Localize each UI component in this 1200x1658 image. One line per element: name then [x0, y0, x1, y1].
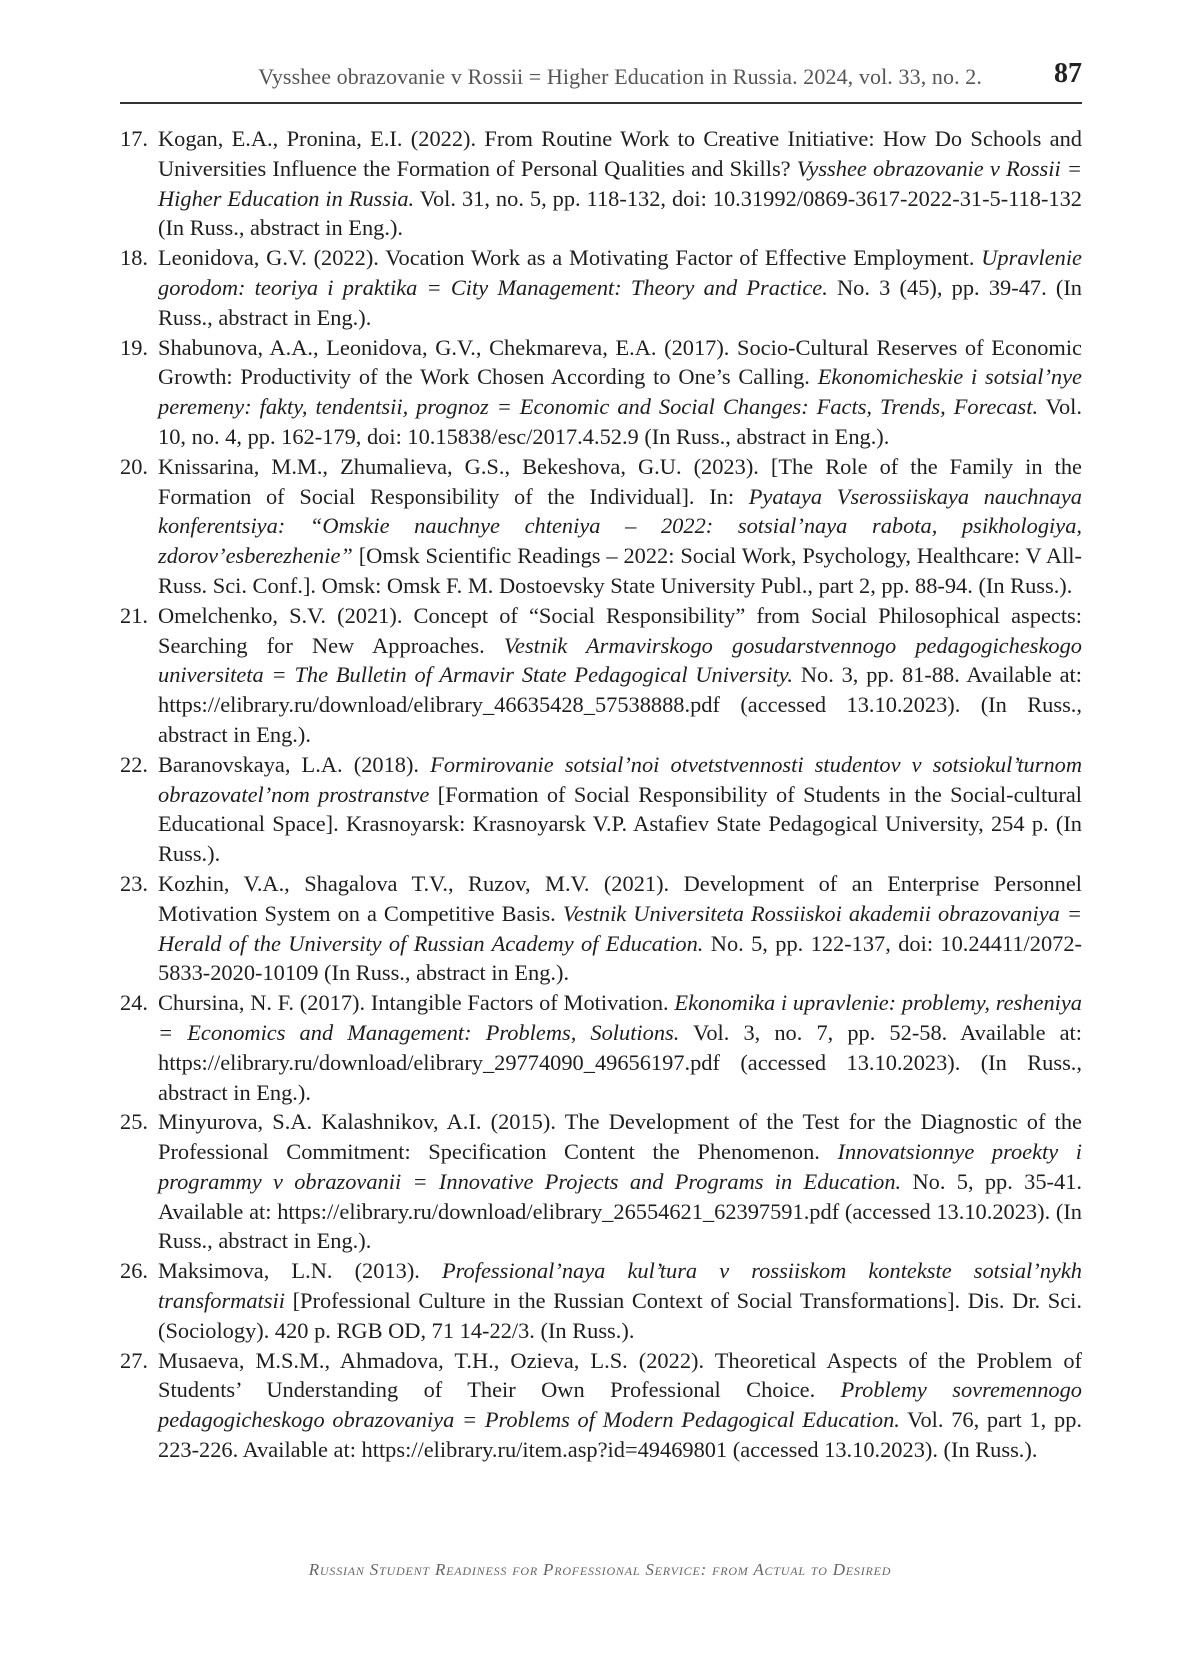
reference-source: Innovatsionnye proekty i programmy v obrazovanii = Innovative Projects and Programs in Education.	[158, 1139, 1082, 1194]
reference-details: [Omsk Scientific Readings – 2022: Social Work, Psychology, Healthcare: V All-Russ. Sci. Conf.]. Omsk: Omsk F. M. Dostoevsky State University Publ., part 2, pp. 88-94. (In Russ.).	[158, 543, 1082, 598]
reference-item	[120, 1107, 1082, 1256]
reference-details: [Formation of Social Responsibility of Students in the Social-cultural Educational Space]. Krasnoyarsk: Krasnoyarsk V.P. Astafiev State Pedagogical University, 254 p. (In Russ.).	[158, 781, 1082, 867]
reference-item	[120, 601, 1082, 750]
reference-authors-title: Omelchenko, S.V. (2021). Concept of “Social Responsibility” from Social Philosophical aspects: Searching for New Approaches.	[158, 602, 1082, 658]
reference-authors-title: Maksimova, L.N. (2013).	[158, 1258, 442, 1284]
reference-number: 21.	[120, 602, 148, 628]
reference-source: Ekonomicheskie i sotsial’nye peremeny: fakty, tendentsii, prognoz = Economic and Social Changes: Facts, Trends, Forecast.	[158, 364, 1082, 420]
reference-item	[120, 452, 1082, 601]
running-footer: Russian Student Readiness for Professional Service: from Actual to Desired	[308, 1560, 892, 1579]
reference-authors-title: Shabunova, A.A., Leonidova, G.V., Chekmareva, E.A. (2017). Socio-Cultural Reserves of Economic Growth: Productivity of the Work Chosen According to One’s Calling.	[158, 334, 1082, 390]
reference-source: Ekonomika i upravlenie: problemy, resheniya = Economics and Management: Problems, Solutions.	[158, 990, 1082, 1045]
reference-number: 25.	[120, 1109, 148, 1135]
reference-number: 20.	[120, 453, 148, 479]
reference-details: [Professional Culture in the Russian Context of Social Transformations]. Dis. Dr. Sci. (Sociology). 420 p. RGB OD, 71 14-22/3. (In Russ.).	[158, 1288, 1082, 1343]
reference-item	[120, 124, 1082, 243]
reference-item	[120, 869, 1082, 988]
reference-authors-title: Kogan, E.A., Pronina, E.I. (2022). From Routine Work to Creative Initiative: How Do Schools and Universities Influence the Formation of Personal Qualities and Skills?	[158, 126, 1082, 181]
reference-details: Vol. 76, part 1, pp. 223-226. Available at: https://elibrary.ru/item.asp?id=49469801 (accessed 13.10.2023). (In Russ.).	[158, 1407, 1082, 1463]
reference-authors-title: Baranovskaya, L.A. (2018).	[158, 751, 431, 777]
reference-source: Upravlenie gorodom: teoriya i praktika = City Management: Theory and Practice.	[158, 245, 1082, 300]
page-number: 87	[1054, 58, 1082, 89]
reference-source: Professional’naya kul’tura v rossiiskom kontekste sotsial’nykh transformatsii	[158, 1258, 1082, 1314]
reference-item	[120, 243, 1082, 332]
reference-number: 23.	[120, 870, 148, 896]
reference-details: No. 3 (45), pp. 39-47. (In Russ., abstract in Eng.).	[158, 274, 1082, 330]
reference-source: Vysshee obrazovanie v Rossii = Higher Education in Russia.	[158, 155, 1082, 211]
reference-number: 27.	[120, 1347, 148, 1373]
reference-authors-title: Knissarina, M.M., Zhumalieva, G.S., Bekeshova, G.U. (2023). [The Role of the Family in the Formation of Social Responsibility of the Individual]. In:	[158, 453, 1082, 509]
reference-details: No. 3, pp. 81-88. Available at: https://elibrary.ru/download/elibrary_46635428_57538888.pdf (accessed 13.10.2023). (In Russ., abstract in Eng.).	[158, 662, 1082, 747]
page-header	[120, 56, 1082, 104]
reference-authors-title: Leonidova, G.V. (2022). Vocation Work as a Motivating Factor of Effective Employment.	[158, 245, 982, 271]
reference-number: 17.	[120, 126, 148, 151]
reference-details: Vol. 3, no. 7, pp. 52-58. Available at: https://elibrary.ru/download/elibrary_29774090_49656197.pdf (accessed 13.10.2023). (In Russ., abstract in Eng.).	[158, 1019, 1082, 1105]
reference-item	[120, 750, 1082, 869]
reference-source: Vestnik Universiteta Rossiiskoi akademii obrazovaniya = Herald of the University of Russian Academy of Education.	[158, 900, 1082, 956]
reference-authors-title: Chursina, N. F. (2017). Intangible Factors of Motivation.	[158, 990, 675, 1016]
reference-details: No. 5, pp. 122-137, doi: 10.24411/2072-5833-2020-10109 (In Russ., abstract in Eng.).	[158, 930, 1083, 986]
reference-number: 26.	[120, 1258, 148, 1284]
reference-item	[120, 1256, 1082, 1345]
reference-details: Vol. 10, no. 4, pp. 162-179, doi: 10.15838/esc/2017.4.52.9 (In Russ., abstract in Eng.).	[158, 394, 1082, 449]
reference-source: Problemy sovremennogo pedagogicheskogo obrazovaniya = Problems of Modern Pedagogical Education.	[158, 1377, 1082, 1433]
reference-number: 22.	[120, 751, 148, 777]
reference-details: No. 5, pp. 35-41. Available at: https://elibrary.ru/download/elibrary_26554621_62397591.pdf (accessed 13.10.2023). (In Russ., abstract in Eng.).	[158, 1168, 1082, 1254]
reference-details: Vol. 31, no. 5, pp. 118-132, doi: 10.31992/0869-3617-2022-31-5-118-132 (In Russ., abstract in Eng.).	[158, 185, 1082, 241]
journal-title: Vysshee obrazovanie v Rossii = Higher Education in Russia. 2024, vol. 33, no. 2.	[258, 64, 982, 89]
reference-source: Vestnik Armavirskogo gosudarstvennogo pedagogicheskogo universiteta = The Bulletin of Armavir State Pedagogical University.	[158, 632, 1082, 688]
reference-number: 18.	[120, 245, 148, 271]
reference-list	[120, 124, 1082, 1465]
reference-number: 24.	[120, 990, 148, 1016]
reference-source: Pyataya Vserossiiskaya nauchnaya konferentsiya: “Omskie nauchnye chteniya – 2022: sotsial’naya rabota, psikhologiya, zdorov’esberezhenie”	[158, 483, 1082, 569]
reference-item	[120, 988, 1082, 1107]
reference-authors-title: Musaeva, M.S.M., Ahmadova, T.H., Ozieva, L.S. (2022). Theoretical Aspects of the Problem of Students’ Understanding of Their Own Professional Choice.	[158, 1347, 1082, 1403]
reference-source: Formirovanie sotsial’noi otvetstvennosti studentov v sotsiokul’turnom obrazovatel’nom prostranstve	[158, 751, 1083, 807]
reference-authors-title: Kozhin, V.A., Shagalova T.V., Ruzov, M.V. (2021). Development of an Enterprise Personnel Motivation System on a Competitive Basis.	[158, 870, 1082, 926]
reference-authors-title: Minyurova, S.A. Kalashnikov, A.I. (2015). The Development of the Test for the Diagnostic of the Professional Commitment: Specification Content the Phenomenon.	[158, 1109, 1082, 1165]
reference-number: 19.	[120, 334, 148, 360]
reference-item	[120, 333, 1082, 452]
reference-item	[120, 1346, 1082, 1465]
